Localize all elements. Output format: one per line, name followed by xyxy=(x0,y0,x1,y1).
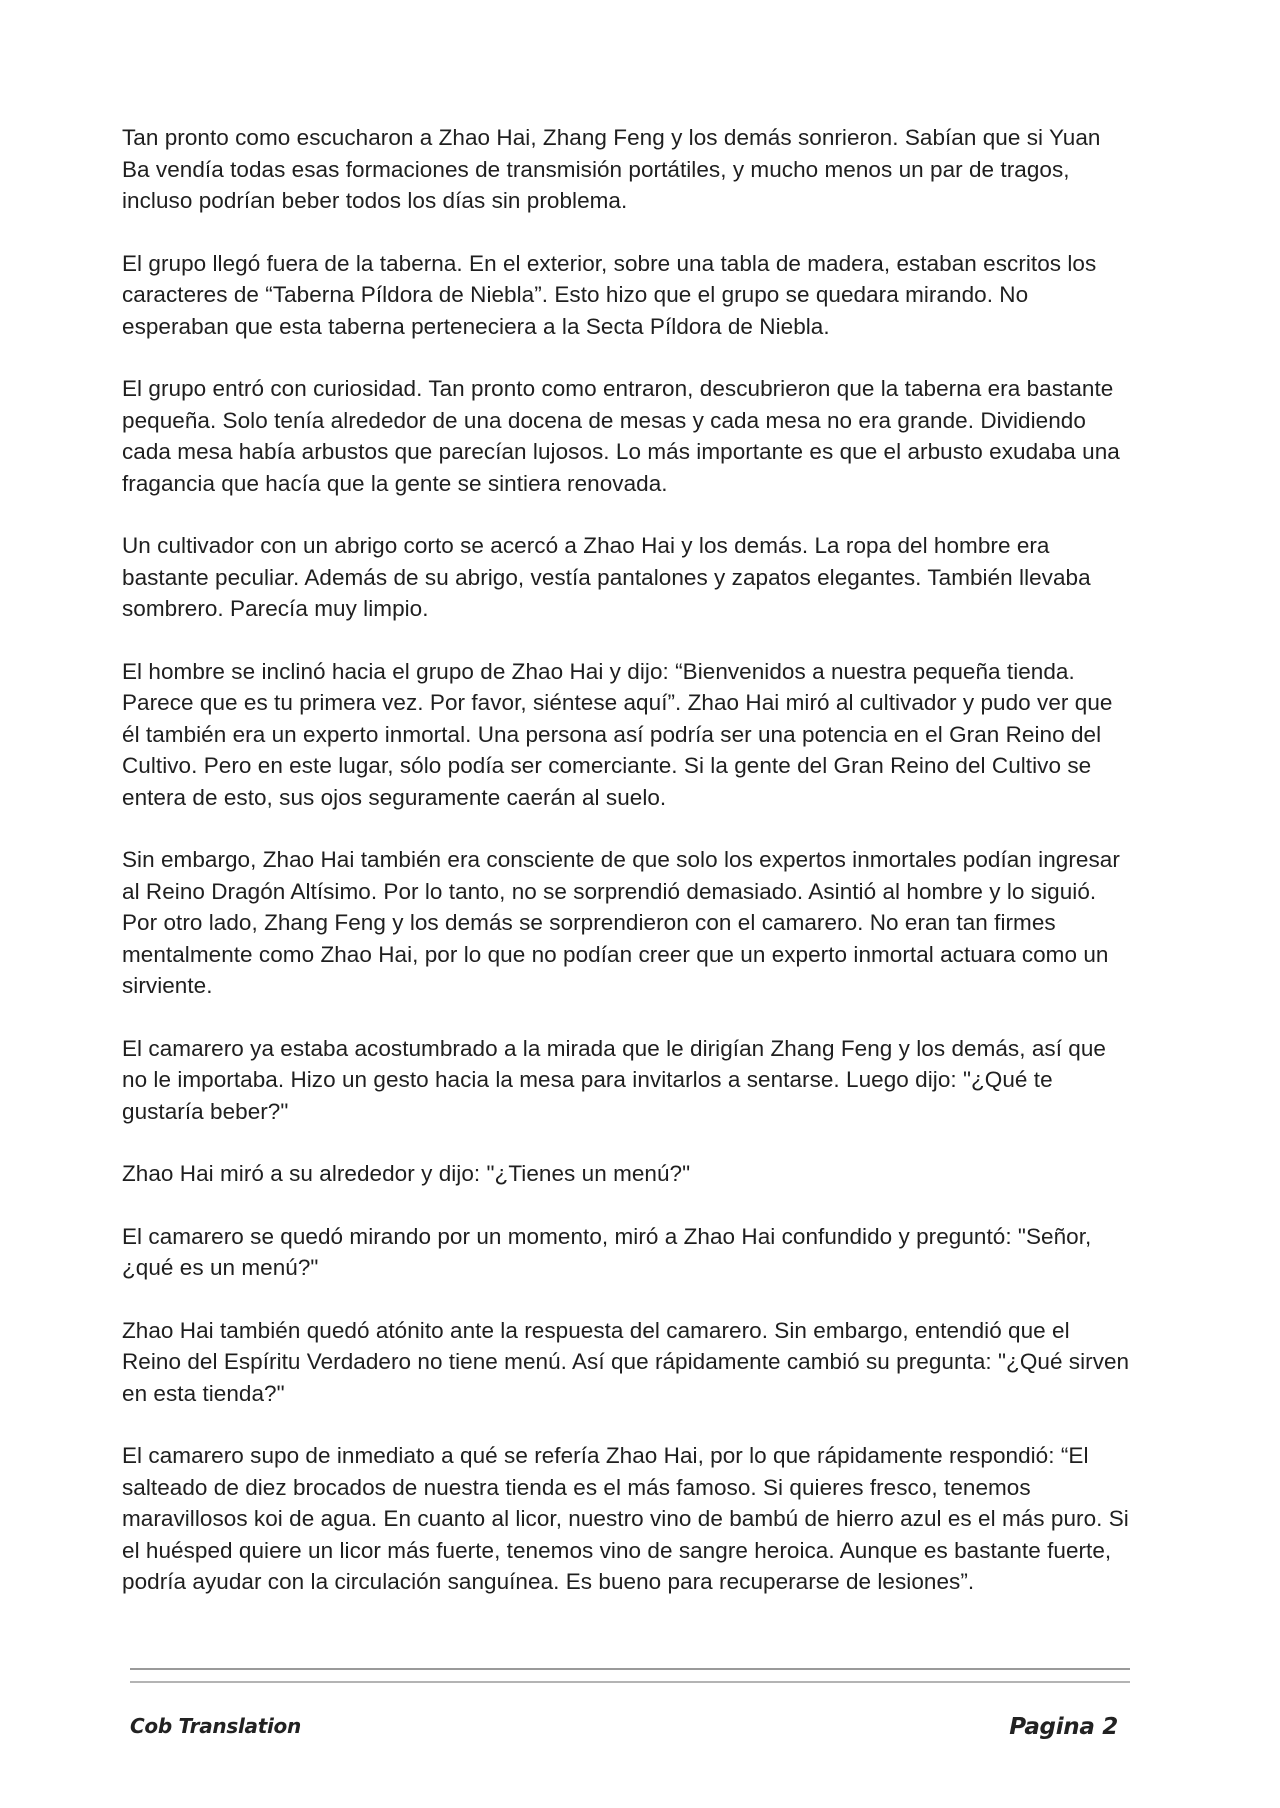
footer-divider-top xyxy=(130,1668,1130,1670)
footer-translator-credit: Cob Translation xyxy=(130,1714,301,1738)
paragraph-8: Zhao Hai miró a su alrededor y dijo: "¿Tienes un menú?" xyxy=(122,1161,691,1186)
footer-divider-bottom xyxy=(130,1681,1130,1683)
paragraph-5: El hombre se inclinó hacia el grupo de Zhao Hai y dijo: “Bienvenidos a nuestra pequeña tienda. Parece que es tu primera vez. Por favor, siéntese aquí”. Zhao Hai miró al cultivador y pudo ver que él también era un experto inmortal. Una persona así podría ser una potencia en el Gran Reino del Cultivo. Pero en este lugar, sólo podía ser comerciante. Si la gente del Gran Reino del Cultivo se entera de esto, sus ojos seguramente caerán al suelo. xyxy=(122,658,1113,810)
paragraph-2: El grupo llegó fuera de la taberna. En el exterior, sobre una tabla de madera, estaban escritos los caracteres de “Taberna Píldora de Niebla”. Esto hizo que el grupo se quedara mirando. No esperaban que esta taberna perteneciera a la Secta Píldora de Niebla. xyxy=(122,250,1097,339)
paragraph-10: Zhao Hai también quedó atónito ante la respuesta del camarero. Sin embargo, entendió que el Reino del Espíritu Verdadero no tiene menú. Así que rápidamente cambió su pregunta: "¿Qué sirven en esta tienda?" xyxy=(122,1317,1130,1406)
paragraph-6: Sin embargo, Zhao Hai también era consciente de que solo los expertos inmortales podían ingresar al Reino Dragón Altísimo. Por lo tanto, no se sorprendió demasiado. Asintió al hombre y lo siguió. Por otro lado, Zhang Feng y los demás se sorprendieron con el camarero. No eran tan firmes mentalmente como Zhao Hai, por lo que no podían creer que un experto inmortal actuara como un sirviente. xyxy=(122,847,1120,998)
paragraph-9: El camarero se quedó mirando por un momento, miró a Zhao Hai confundido y preguntó: "Señor, ¿qué es un menú?" xyxy=(122,1223,1092,1280)
paragraph-3: El grupo entró con curiosidad. Tan pronto como entraron, descubrieron que la taberna era bastante pequeña. Solo tenía alrededor de una docena de mesas y cada mesa no era grande. Dividiendo cada mesa había arbustos que parecían lujosos. Lo más importante es que el arbusto exudaba una fragancia que hacía que la gente se sintiera renovada. xyxy=(122,376,1120,496)
paragraph-7: El camarero ya estaba acostumbrado a la mirada que le dirigían Zhang Feng y los demás, así que no le importaba. Hizo un gesto hacia la mesa para invitarlos a sentarse. Luego dijo: "¿Qué te gustaría beber?" xyxy=(122,1035,1106,1124)
page-body xyxy=(122,122,1134,1629)
footer-page-number: Pagina 2 xyxy=(1009,1714,1118,1740)
paragraph-1: Tan pronto como escucharon a Zhao Hai, Zhang Feng y los demás sonrieron. Sabían que si Yuan Ba vendía todas esas formaciones de transmisión portátiles, y mucho menos un par de tragos, incluso podrían beber todos los días sin problema. xyxy=(122,125,1101,213)
paragraph-11: El camarero supo de inmediato a qué se refería Zhao Hai, por lo que rápidamente respondió: “El salteado de diez brocados de nuestra tienda es el más famoso. Si quieres fresco, tenemos maravillosos koi de agua. En cuanto al licor, nuestro vino de bambú de hierro azul es el más puro. Si el huésped quiere un licor más fuerte, tenemos vino de sangre heroica. Aunque es bastante fuerte, podría ayudar con la circulación sanguínea. Es bueno para recuperarse de lesiones”. xyxy=(122,1443,1129,1594)
paragraph-4: Un cultivador con un abrigo corto se acercó a Zhao Hai y los demás. La ropa del hombre era bastante peculiar. Además de su abrigo, vestía pantalones y zapatos elegantes. También llevaba sombrero. Parecía muy limpio. xyxy=(122,533,1091,621)
